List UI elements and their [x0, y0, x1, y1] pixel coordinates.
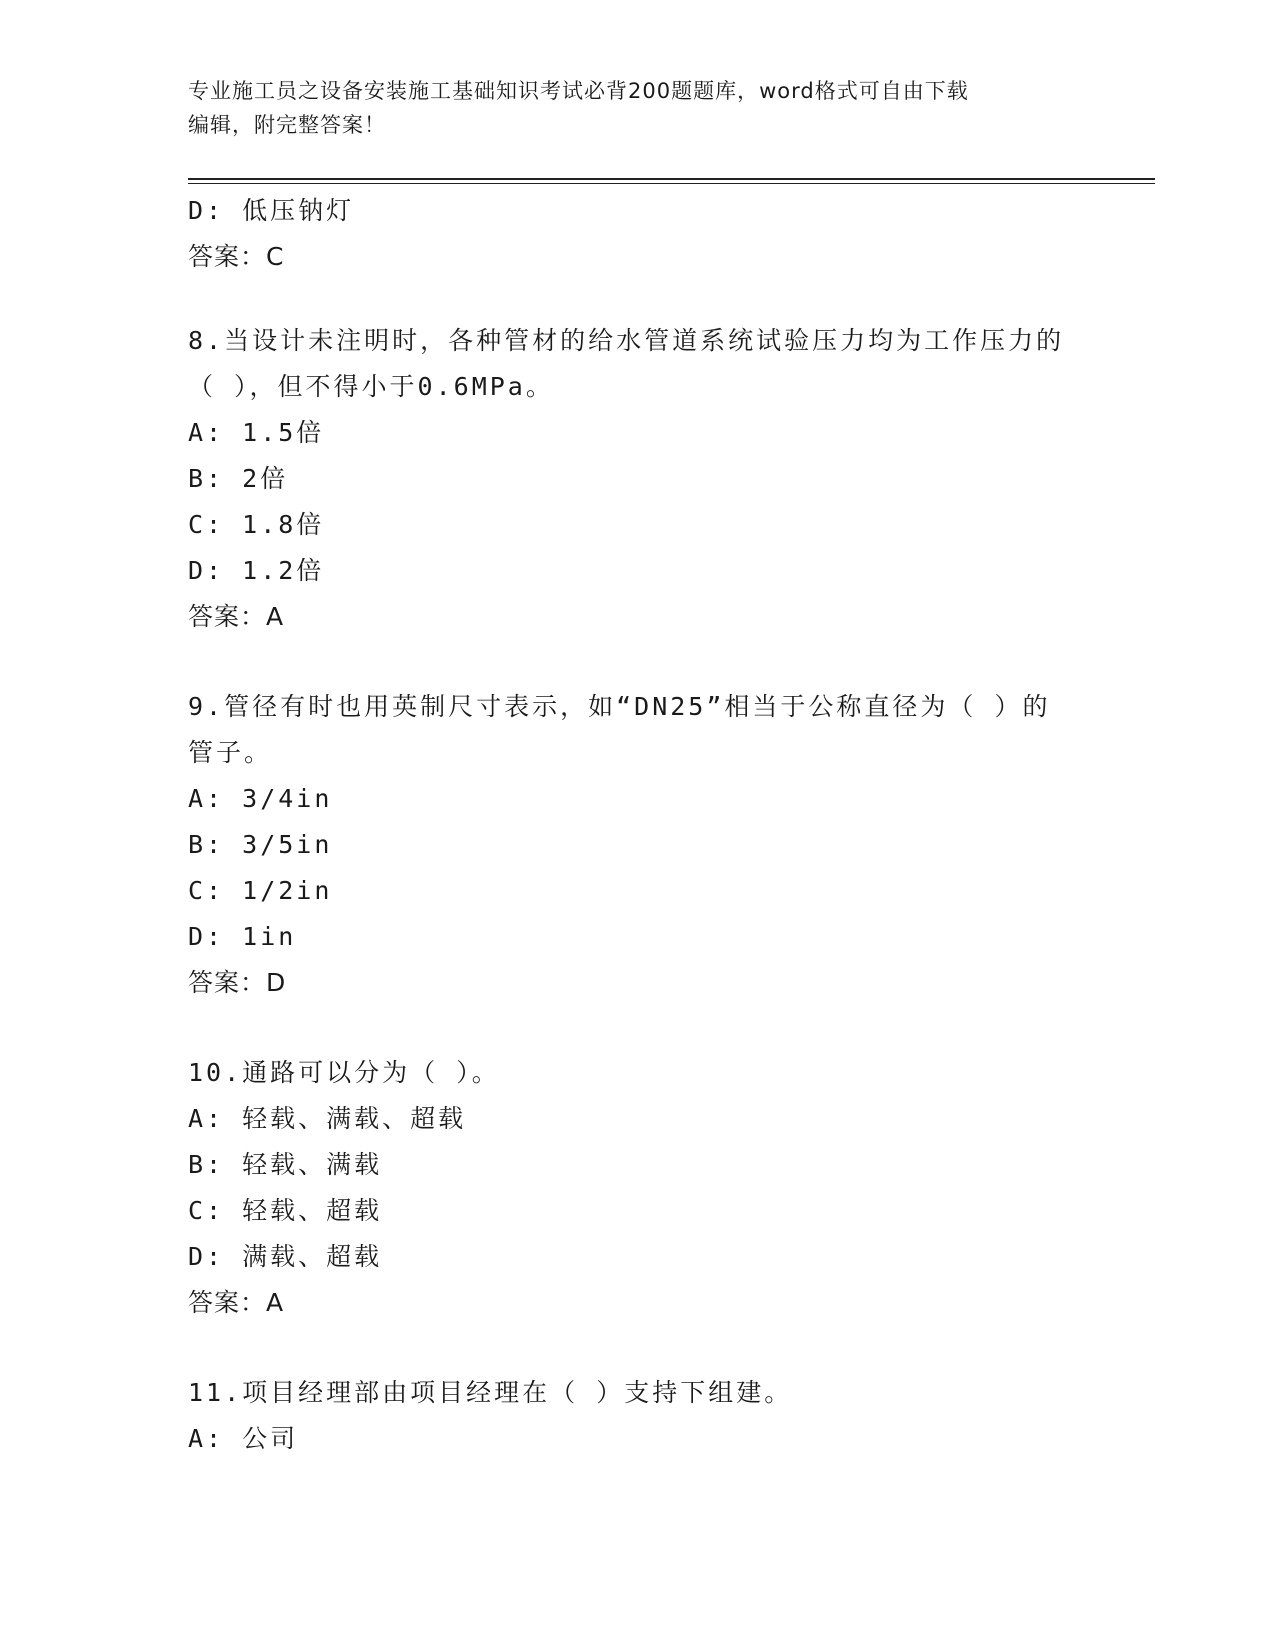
option-d: D: 1in	[188, 922, 297, 951]
spacer	[188, 640, 1088, 684]
answer-line: 答案：A	[188, 1288, 285, 1317]
spacer	[188, 280, 1088, 318]
question-11	[188, 1370, 1088, 1462]
header-divider-thick	[188, 178, 1155, 180]
question-8	[188, 318, 1088, 640]
answer-line: 答案：D	[188, 968, 287, 997]
answer-line: 答案：A	[188, 602, 285, 631]
option-d: D: 低压钠灯	[188, 196, 355, 225]
question-stem: 9.管径有时也用英制尺寸表示，如“DN25”相当于公称直径为（ ）的管子。	[188, 692, 1051, 767]
option-d: D: 1.2倍	[188, 556, 325, 585]
option-b: B: 2倍	[188, 464, 289, 493]
option-d: D: 满载、超载	[188, 1242, 383, 1271]
option-c: C: 轻载、超载	[188, 1196, 383, 1225]
spacer	[188, 1006, 1088, 1050]
question-7-partial	[188, 188, 1088, 280]
spacer	[188, 1326, 1088, 1370]
header-line-1: 专业施工员之设备安装施工基础知识考试必背200题题库，word格式可自由下载	[188, 79, 969, 103]
option-c: C: 1.8倍	[188, 510, 325, 539]
option-b: B: 3/5in	[188, 830, 333, 859]
question-stem: 10.通路可以分为（ ）。	[188, 1058, 500, 1087]
option-a: A: 轻载、满载、超载	[188, 1104, 467, 1133]
question-stem: 11.项目经理部由项目经理在（ ）支持下组建。	[188, 1378, 793, 1407]
header-line-2: 编辑，附完整答案！	[188, 113, 386, 137]
option-a: A: 3/4in	[188, 784, 333, 813]
option-a: A: 公司	[188, 1424, 299, 1453]
header-divider-thin	[188, 183, 1155, 184]
document-header	[188, 74, 1088, 142]
option-a: A: 1.5倍	[188, 418, 325, 447]
question-9	[188, 684, 1088, 1006]
question-content	[188, 188, 1088, 1462]
option-b: B: 轻载、满载	[188, 1150, 383, 1179]
question-10	[188, 1050, 1088, 1326]
answer-line: 答案：C	[188, 242, 285, 271]
question-stem: 8.当设计未注明时，各种管材的给水管道系统试验压力均为工作压力的（ ），但不得小于0.6MPa。	[188, 326, 1065, 401]
option-c: C: 1/2in	[188, 876, 333, 905]
